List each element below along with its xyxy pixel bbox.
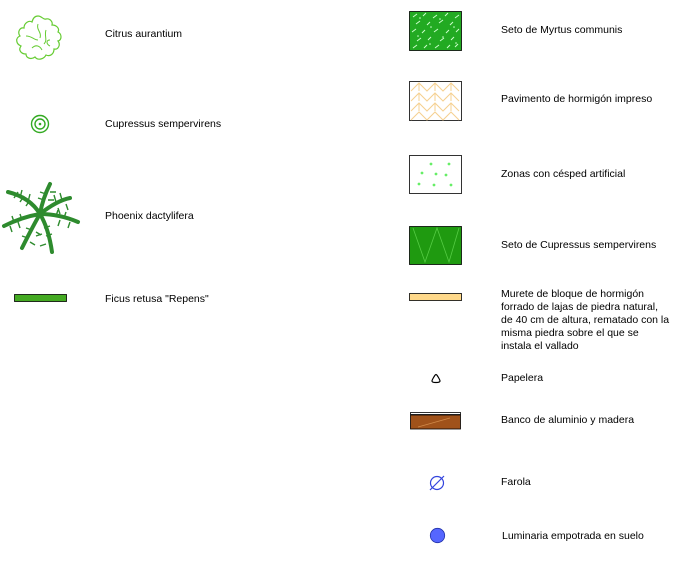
cypress-tree-icon (29, 113, 51, 135)
concrete-paving-icon (409, 81, 463, 122)
legend-label-citrus: Citrus aurantium (105, 28, 183, 40)
legend-label-bin: Papelera (501, 372, 544, 384)
legend-label-wall: Murete de bloque de hormigón forrado de lajas de piedra natural, de 40 cm de altura, rematado con la misma piedra sobre el que se instala el vallado (501, 288, 670, 352)
legend-label-palm: Phoenix dactylifera (105, 210, 194, 222)
artificial-grass-icon (409, 155, 463, 195)
low-wall-icon (409, 293, 463, 302)
cypress-hedge-icon (409, 226, 463, 266)
legend-label-cypress: Cupressus sempervirens (105, 118, 222, 130)
bin-icon (430, 373, 442, 384)
legend-label-paving: Pavimento de hormigón impreso (501, 93, 653, 105)
legend-label-bench: Banco de aluminio y madera (501, 414, 635, 426)
palm-tree-icon (0, 180, 82, 256)
legend-label-cypress-hedge: Seto de Cupressus sempervirens (501, 239, 657, 251)
myrtus-hedge-icon (409, 11, 463, 52)
legend-label-ficus: Ficus retusa "Repens" (105, 293, 209, 305)
streetlight-icon (428, 474, 446, 492)
legend-label-floor-light: Luminaria empotrada en suelo (502, 530, 644, 542)
legend-label-grass: Zonas con césped artificial (501, 168, 626, 180)
legend-label-myrtus: Seto de Myrtus communis (501, 24, 623, 36)
bench-icon (410, 412, 462, 430)
legend-label-streetlight: Farola (501, 476, 531, 488)
ficus-hedge-icon (14, 294, 68, 303)
floor-light-icon (429, 527, 446, 544)
citrus-tree-icon (12, 14, 64, 64)
